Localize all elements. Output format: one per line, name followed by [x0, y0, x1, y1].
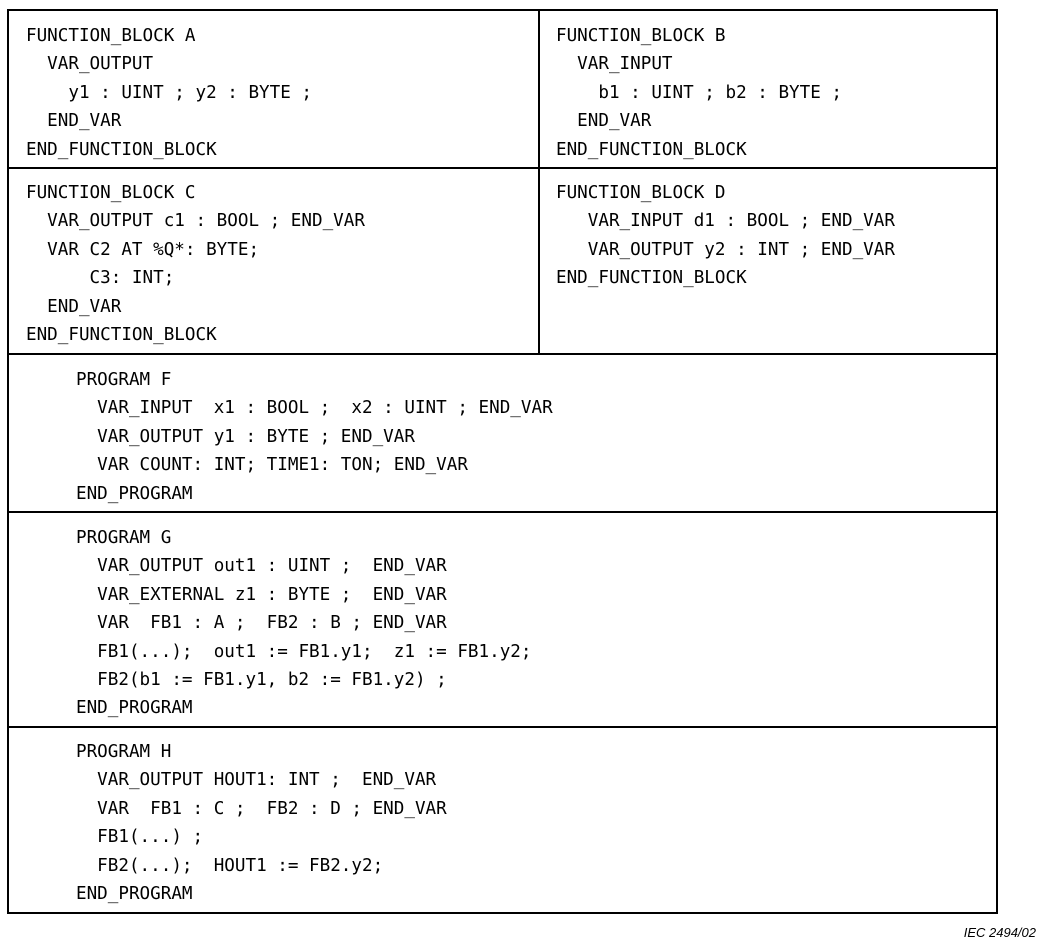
- row-divider: [9, 726, 996, 728]
- function-block-b-code: FUNCTION_BLOCK B VAR_INPUT b1 : UINT ; b2 : BYTE ; END_VAR END_FUNCTION_BLOCK: [556, 26, 842, 160]
- program-h-code: PROGRAM H VAR_OUTPUT HOUT1: INT ; END_VAR VAR FB1 : C ; FB2 : D ; END_VAR FB1(...) ; FB2(...); HOUT1 := FB2.y2; END_PROGRAM: [76, 742, 447, 905]
- row-divider: [9, 511, 996, 513]
- column-divider: [538, 11, 540, 355]
- row-divider: [9, 353, 996, 355]
- row-divider: [9, 167, 996, 169]
- program-f-code: PROGRAM F VAR_INPUT x1 : BOOL ; x2 : UINT ; END_VAR VAR_OUTPUT y1 : BYTE ; END_VAR VAR COUNT: INT; TIME1: TON; END_VAR END_PROGRAM: [76, 370, 553, 504]
- function-block-c-code: FUNCTION_BLOCK C VAR_OUTPUT c1 : BOOL ; END_VAR VAR C2 AT %Q*: BYTE; C3: INT; END_VAR END_FUNCTION_BLOCK: [26, 183, 365, 346]
- code-table: [7, 9, 998, 914]
- figure-caption: IEC 2494/02: [963, 925, 1036, 940]
- program-g-code: PROGRAM G VAR_OUTPUT out1 : UINT ; END_VAR VAR_EXTERNAL z1 : BYTE ; END_VAR VAR FB1 : A ; FB2 : B ; END_VAR FB1(...); out1 := FB1.y1; z1 := FB1.y2; FB2(b1 := FB1.y1, b2 := FB1.y2) ; END_PROGRAM: [76, 528, 532, 719]
- function-block-d-code: FUNCTION_BLOCK D VAR_INPUT d1 : BOOL ; END_VAR VAR_OUTPUT y2 : INT ; END_VAR END_FUNCTION_BLOCK: [556, 183, 895, 289]
- function-block-a-code: FUNCTION_BLOCK A VAR_OUTPUT y1 : UINT ; y2 : BYTE ; END_VAR END_FUNCTION_BLOCK: [26, 26, 312, 160]
